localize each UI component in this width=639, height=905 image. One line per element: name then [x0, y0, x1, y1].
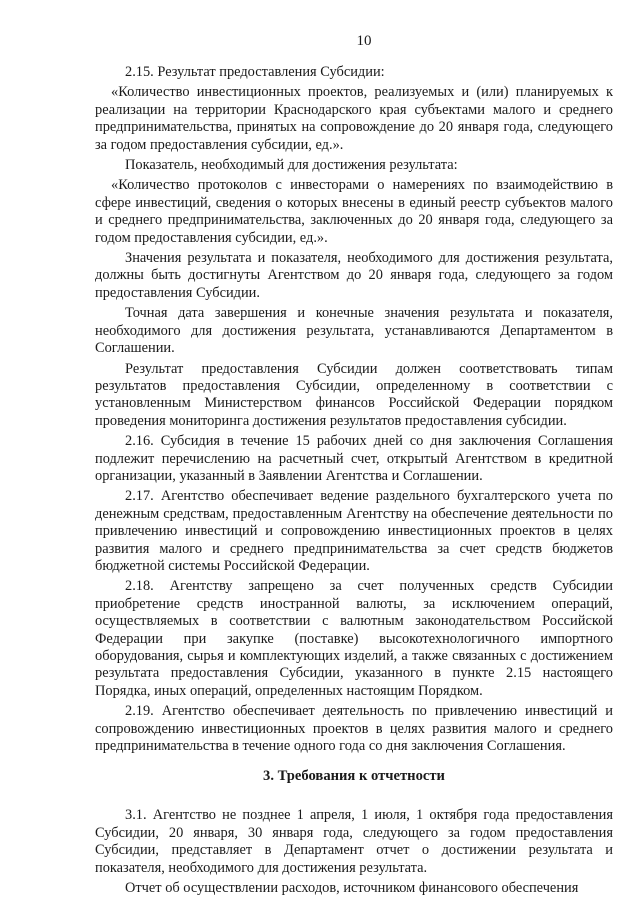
- paragraph-result-types: Результат предоставления Субсидии должен соответствовать типам результатов предоставления Субсидии, определенному в соответствии с установленным Министерством финансов Российской Федерации порядком проведения мониторинга достижения результатов предоставления субсидии.: [95, 360, 613, 429]
- paragraph-2-15-title: 2.15. Результат предоставления Субсидии:: [125, 64, 385, 80]
- paragraph-report-expenses: Отчет об осуществлении расходов, источником финансового обеспечения: [125, 880, 579, 897]
- paragraph-3-1: 3.1. Агентство не позднее 1 апреля, 1 июля, 1 октября года предоставления Субсидии, 20 января, 30 января года, следующего за годом предоставления Субсидии, представляет в Департамент отчет о достижении результата и показателя, необходимого для достижения результата.: [95, 807, 613, 876]
- paragraph-indicator-title: Показатель, необходимый для достижения результата:: [125, 157, 458, 174]
- paragraph-exact-date: Точная дата завершения и конечные значения результата и показателя, необходимого для достижения результата, устанавливаются Департаментом в Соглашении.: [95, 305, 613, 357]
- paragraph-2-16: 2.16. Субсидия в течение 15 рабочих дней со дня заключения Соглашения подлежит перечислению на расчетный счет, открытый Агентством в кредитной организации, указанный в Заявлении Агентства и Соглашении.: [95, 433, 613, 484]
- page-number: 10: [356, 33, 372, 49]
- paragraph-2-17: 2.17. Агентство обеспечивает ведение раздельного бухгалтерского учета по денежным средствам, предоставленным Агентству на обеспечение деятельности по привлечению инвестиций и сопровождению инвестиционных проектов в целях развития малого и среднего предпринимательства за счет средств бюджетов бюджетной системы Российской Федерации.: [95, 488, 613, 574]
- paragraph-indicator-quote: «Количество протоколов с инвесторами о намерениях по взаимодействию в сфере инвестиций, сведения о которых внесены в единый реестр субъектов малого и среднего предпринимательства, заключенных до 20 января года, следующего за годом предоставления субсидии, ед.».: [95, 177, 613, 246]
- paragraph-values-deadline: Значения результата и показателя, необходимого для достижения результата, должны быть достигнуты Агентством до 20 января года, следующего за годом предоставления Субсидии.: [95, 250, 613, 301]
- paragraph-result-quote: «Количество инвестиционных проектов, реализуемых и (или) планируемых к реализации на территории Краснодарского края субъектами малого и среднего предпринимательства, принятых на сопровождение до 20 января года, следующего за годом предоставления субсидии, ед.».: [95, 84, 613, 153]
- section-heading: 3. Требования к отчетности: [263, 768, 445, 785]
- paragraph-2-19: 2.19. Агентство обеспечивает деятельность по привлечению инвестиций и сопровождению инвестиционных проектов в целях развития малого и среднего предпринимательства в течение одного года со дня заключения Соглашения.: [95, 703, 613, 755]
- paragraph-2-18: 2.18. Агентству запрещено за счет полученных средств Субсидии приобретение средств иностранной валюты, за исключением операций, осуществляемых в соответствии с валютным законодательством Российской Федерации при закупке (поставке) высокотехнологичного импортного оборудования, сырья и комплектующих изделий, а также связанных с достижением результата предоставления Субсидии, указанного в пункте 2.15 настоящего Порядка, иных операций, определенных настоящим Порядком.: [95, 578, 613, 699]
